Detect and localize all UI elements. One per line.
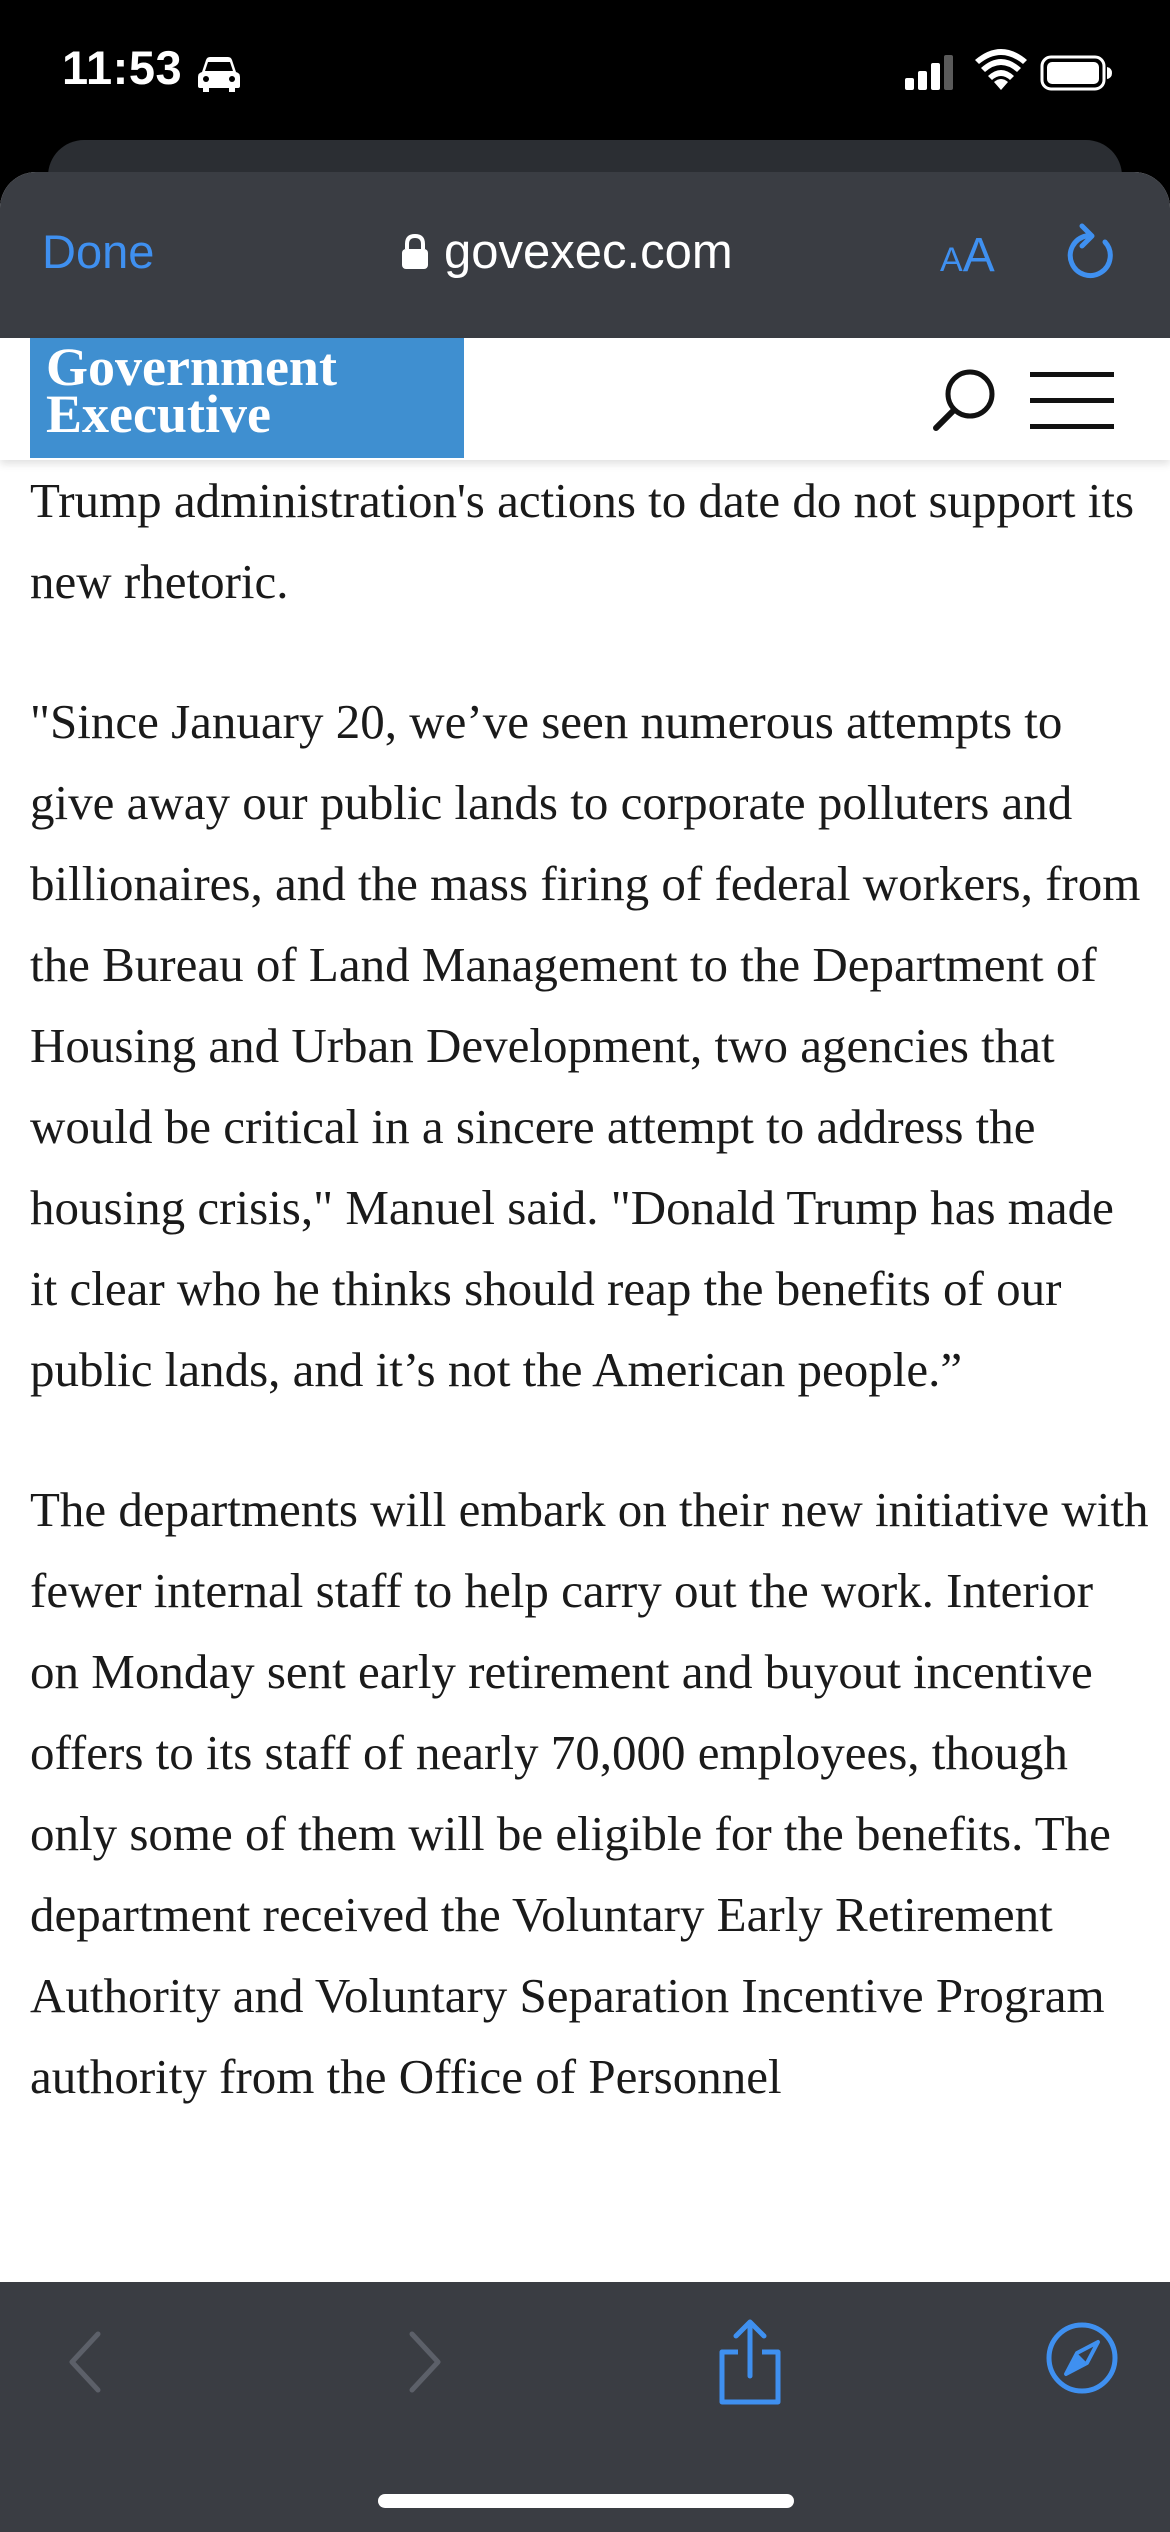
url-text: govexec.com xyxy=(444,225,733,279)
home-indicator[interactable] xyxy=(378,2494,794,2508)
lock-icon xyxy=(400,233,430,271)
text-size-button[interactable] xyxy=(940,228,995,283)
text-size-large-label: A xyxy=(962,229,995,282)
logo-line-1: Government xyxy=(46,337,337,397)
article-body xyxy=(30,460,1150,2176)
forward-button[interactable] xyxy=(388,2322,458,2402)
forward-icon xyxy=(388,2322,458,2402)
browser-toolbar xyxy=(0,172,1170,338)
browser-sheet xyxy=(0,172,1170,2532)
compass-icon xyxy=(1044,2320,1120,2396)
share-icon xyxy=(712,2318,788,2408)
back-icon xyxy=(52,2322,122,2402)
battery-icon xyxy=(1040,54,1114,92)
car-icon xyxy=(194,54,244,94)
done-button[interactable]: Done xyxy=(42,225,155,278)
status-time: 11:53 xyxy=(62,41,183,94)
hamburger-menu-icon[interactable] xyxy=(1030,368,1114,432)
article-paragraph: "Since January 20, we’ve seen numerous attempts to give away our public lands to corporate polluters and billionaires, and the mass firing of federal workers, from the Bureau of Land Management to the Department of Housing and Urban Development, two agencies that would be critical in a sincere attempt to address the housing crisis," Manuel said. "Donald Trump has made it clear who he thinks should reap the benefits of our public lands, and it’s not the American people.” xyxy=(30,694,1141,1397)
bottom-toolbar xyxy=(0,2282,1170,2532)
site-logo[interactable] xyxy=(30,338,464,458)
search-icon[interactable] xyxy=(930,364,1000,434)
address-bar[interactable] xyxy=(400,222,733,282)
article-paragraph: Trump administration's actions to date do not support its new rhetoric. xyxy=(30,473,1135,609)
logo-line-2: Executive xyxy=(46,384,271,444)
status-bar xyxy=(0,0,1170,145)
cellular-signal-icon xyxy=(903,52,957,92)
text-size-small-label: A xyxy=(940,241,963,279)
share-button[interactable] xyxy=(712,2318,788,2408)
compass-button[interactable] xyxy=(1044,2320,1120,2396)
wifi-icon xyxy=(974,48,1028,92)
article-paragraph: The departments will embark on their new initiative with fewer internal staff to help carry out the work. Interior on Monday sent early retirement and buyout incentive offers to its staff of nearly 70,000 employees, though only some of them will be eligible for the benefits. The department received the Voluntary Early Retirement Authority and Voluntary Separation Incentive Program authority from the Office of Personnel xyxy=(30,1482,1149,2104)
back-button[interactable] xyxy=(52,2322,122,2402)
reload-icon[interactable] xyxy=(1062,222,1120,284)
site-header xyxy=(0,338,1170,460)
